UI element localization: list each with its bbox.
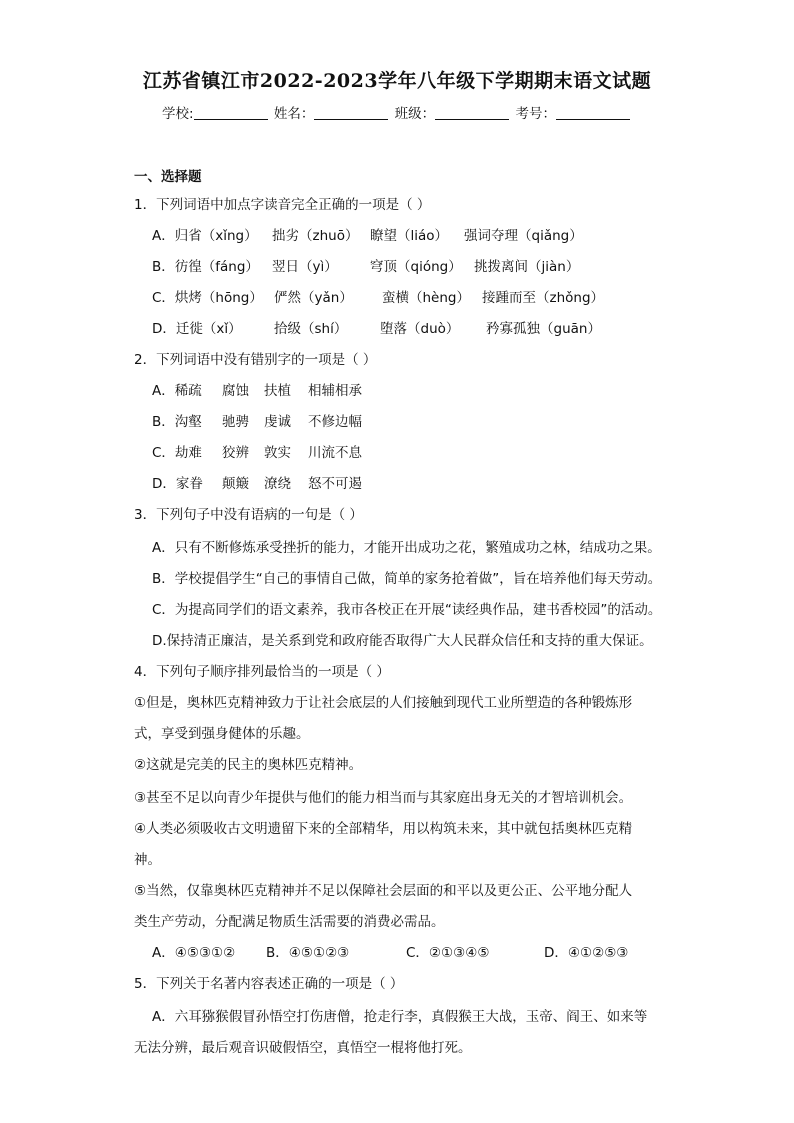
exam-number-label: 考号： [515, 106, 556, 122]
question-5-stem: 5．下列关于名著内容表述正确的一项是（ ） [134, 976, 404, 992]
option-cell: 潦绕 [264, 476, 291, 492]
question-1-option-b [152, 255, 579, 275]
option-cell: B．沟壑 [152, 414, 202, 430]
option-cell: A．稀疏 [152, 383, 202, 399]
question-1-option-a [152, 224, 583, 244]
question-2-option-a [152, 379, 362, 399]
option-cell: 瞭望（liáo） [370, 228, 449, 244]
option-cell: 颠簸 [222, 476, 249, 492]
question-4-line: ④人类必须吸收古文明遗留下来的全部精华，用以构筑未来，其中就包括奥林匹克精 [134, 821, 633, 837]
question-2-option-c [152, 441, 362, 461]
question-3-option-a: A．只有不断修炼承受挫折的能力，才能开出成功之花，繁殖成功之林，结成功之果。 [152, 540, 661, 556]
exam-number-blank[interactable] [556, 105, 630, 120]
option-cell: 川流不息 [308, 445, 362, 461]
class-blank[interactable] [435, 105, 509, 120]
question-2-option-d [152, 472, 362, 492]
option-cell: 扶植 [264, 383, 291, 399]
question-2-stem: 2．下列词语中没有错别字的一项是（ ） [134, 352, 377, 368]
question-3-option-d: D.保持清正廉洁，是关系到党和政府能否取得广大人民群众信任和支持的重大保证。 [152, 633, 653, 649]
question-3-option-c: C．为提高同学们的语文素养，我市各校正在开展“读经典作品，建书香校园”的活动。 [152, 602, 662, 618]
option-cell: 矜寡孤独（guān） [486, 321, 601, 337]
question-4-stem: 4．下列句子顺序排列最恰当的一项是（ ） [134, 664, 390, 680]
option-cell: C．烘烤（hōng） [152, 290, 263, 306]
option-cell: 虔诚 [264, 414, 291, 430]
option-cell: 相辅相承 [308, 383, 362, 399]
option-cell: 强词夺理（qiǎng） [464, 228, 583, 244]
option-cell: 接踵而至（zhǒng） [482, 290, 605, 306]
option-cell: 拙劣（zhuō） [272, 228, 359, 244]
question-1-stem: 1．下列词语中加点字读音完全正确的一项是（ ） [134, 197, 431, 213]
question-4-line: ⑤当然，仅靠奥林匹克精神并不足以保障社会层面的和平以及更公正、公平地分配人 [134, 883, 633, 899]
question-5-option-a: A．六耳猕猴假冒孙悟空打伤唐僧，抢走行李，真假猴王大战，玉帝、阎王、如来等 [152, 1009, 648, 1025]
option-c: C．②①③④⑤ [406, 945, 490, 961]
option-a: A．④⑤③①② [152, 945, 236, 961]
option-cell: 穹顶（qióng） [370, 259, 462, 275]
section-heading: 一、选择题 [134, 169, 202, 185]
option-cell: 堕落（duò） [380, 321, 460, 337]
question-4-line: 神。 [134, 852, 161, 868]
question-5-option-a-cont: 无法分辨，最后观音识破假悟空，真悟空一棍将他打死。 [134, 1040, 472, 1056]
question-3-stem: 3．下列句子中没有语病的一句是（ ） [134, 507, 363, 523]
question-4-options [152, 941, 628, 961]
question-4-line: 式，享受到强身健体的乐趣。 [134, 726, 310, 742]
option-cell: D．家眷 [152, 476, 203, 492]
option-cell: D．迁徙（xǐ） [152, 321, 242, 337]
school-label: 学校: [162, 106, 194, 122]
option-cell: 怒不可遏 [308, 476, 362, 492]
option-cell: 敦实 [264, 445, 291, 461]
question-4-line: ①但是，奥林匹克精神致力于让社会底层的人们接触到现代工业所塑造的各种锻炼形 [134, 695, 633, 711]
option-cell: C．劫难 [152, 445, 202, 461]
option-cell: 腐蚀 [222, 383, 249, 399]
school-blank[interactable] [194, 105, 268, 120]
question-4-line: ③甚至不足以向青少年提供与他们的能力相当而与其家庭出身无关的才智培训机会。 [134, 790, 633, 806]
question-4-line: 类生产劳动，分配满足物质生活需要的消费必需品。 [134, 914, 445, 930]
option-b: B．④⑤①②③ [266, 945, 350, 961]
name-blank[interactable] [314, 105, 388, 120]
question-4-line: ②这就是完美的民主的奥林匹克精神。 [134, 757, 363, 773]
option-cell: 不修边幅 [308, 414, 362, 430]
class-label: 班级： [394, 106, 436, 122]
question-1-option-c [152, 286, 604, 306]
option-cell: 驰骋 [222, 414, 249, 430]
option-cell: 俨然（yǎn） [274, 290, 353, 306]
page-title: 江苏省镇江市2022-2023学年八年级下学期期末语文试题 [142, 70, 652, 92]
option-cell: A．归省（xǐng） [152, 228, 258, 244]
option-cell: 挑拨离间（jiàn） [474, 259, 580, 275]
question-2-option-b [152, 410, 362, 430]
option-cell: 蛮横（hèng） [382, 290, 470, 306]
option-cell: 狡辨 [222, 445, 249, 461]
option-d: D．④①②⑤③ [544, 945, 629, 961]
question-1-option-d [152, 317, 601, 337]
option-cell: B．彷徨（fáng） [152, 259, 259, 275]
question-3-option-b: B．学校提倡学生“自己的事情自己做，简单的家务抢着做”，旨在培养他们每天劳动。 [152, 571, 662, 587]
student-info-row [0, 102, 794, 122]
option-cell: 拾级（shí） [274, 321, 348, 337]
name-label: 姓名： [273, 106, 315, 122]
option-cell: 翌日（yì） [272, 259, 338, 275]
